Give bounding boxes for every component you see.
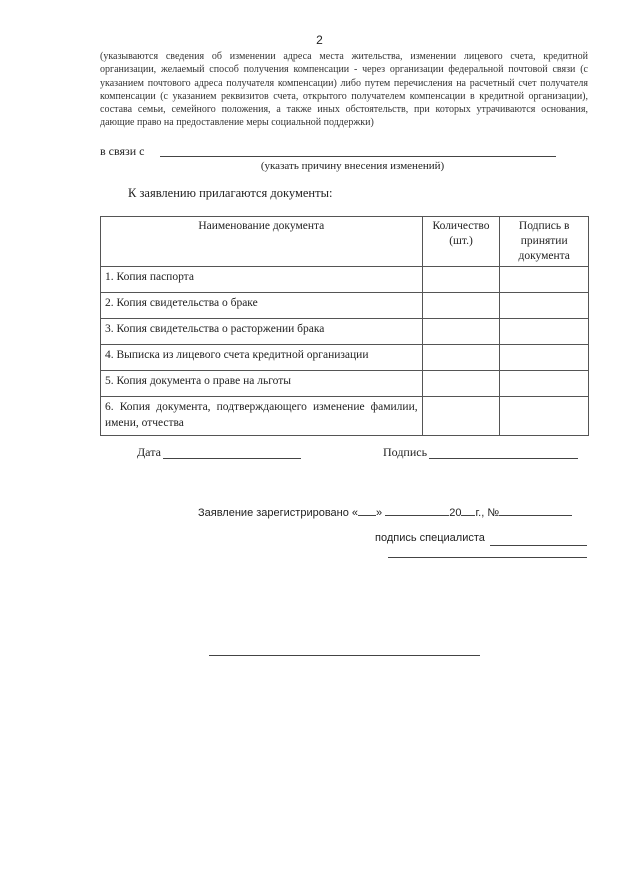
header-quantity: Количество (шт.)	[422, 217, 500, 267]
document-name: 1. Копия паспорта	[101, 267, 423, 293]
signature-cell[interactable]	[500, 345, 589, 371]
reason-label: в связи с	[100, 144, 145, 158]
registration-year-prefix: 20	[449, 507, 462, 519]
table-row	[101, 267, 589, 293]
quantity-cell[interactable]	[422, 397, 500, 436]
signature-cell[interactable]	[500, 267, 589, 293]
document-name: 4. Выписка из лицевого счета кредитной организации	[101, 345, 423, 371]
signature-cell[interactable]	[500, 319, 589, 345]
quantity-cell[interactable]	[422, 267, 500, 293]
signature-cell[interactable]	[500, 293, 589, 319]
specialist-name-line[interactable]	[388, 557, 587, 558]
registration-suffix: г., №	[475, 507, 500, 519]
signature-cell[interactable]	[500, 371, 589, 397]
registration-text: Заявление зарегистрировано «	[198, 507, 359, 519]
bottom-separator-line	[209, 655, 480, 656]
signature-label: Подпись	[383, 445, 428, 459]
date-label: Дата	[137, 445, 161, 459]
table-row	[101, 319, 589, 345]
table-row	[101, 397, 589, 436]
header-signature: Подпись в принятии документа	[500, 217, 589, 267]
document-name: 5. Копия документа о праве на льготы	[101, 371, 423, 397]
registration-number-field[interactable]	[499, 504, 572, 516]
signature-input-line[interactable]	[429, 458, 578, 459]
attached-documents-title: К заявлению прилагаются документы:	[128, 186, 333, 200]
quantity-cell[interactable]	[422, 371, 500, 397]
specialist-signature-line[interactable]	[490, 545, 587, 546]
quantity-cell[interactable]	[422, 345, 500, 371]
document-name: 3. Копия свидетельства о расторжении брака	[101, 319, 423, 345]
registration-year-field[interactable]	[461, 504, 475, 516]
quantity-cell[interactable]	[422, 319, 500, 345]
specialist-signature-label: подпись специалиста	[375, 532, 485, 544]
header-document-name: Наименование документа	[101, 217, 423, 267]
signature-cell[interactable]	[500, 397, 589, 436]
table-row	[101, 293, 589, 319]
page-number: 2	[316, 33, 323, 47]
table-row	[101, 345, 589, 371]
quantity-cell[interactable]	[422, 293, 500, 319]
documents-table	[100, 216, 589, 436]
date-input-line[interactable]	[163, 458, 301, 459]
instruction-note: (указываются сведения об изменении адреса места жительства, изменении лицевого счета, кредитной организации, желаемый способ получения компенсации - через организации федеральной почтовой связи (с указанием почтового адреса получателя компенсации) либо путем перечисления на расчетный счет получателя компенсации (с указанием реквизитов счета, открытого получателем компенсации в кредитной организации), состава семьи, семейного положения, а также иных обстоятельств, при которых утрачиваются основания, дающие право на предоставление меры социальной поддержки)	[100, 51, 588, 129]
table-header-row	[101, 217, 589, 267]
document-name: 2. Копия свидетельства о браке	[101, 293, 423, 319]
registration-close-quote: »	[376, 507, 383, 519]
registration-day-field[interactable]	[358, 504, 376, 516]
registration-line	[198, 504, 572, 519]
reason-hint: (указать причину внесения изменений)	[260, 160, 445, 172]
table-row	[101, 371, 589, 397]
reason-input-line[interactable]	[160, 156, 556, 157]
document-name: 6. Копия документа, подтверждающего изменение фамилии, имени, отчества	[101, 397, 423, 436]
registration-month-field[interactable]	[385, 504, 449, 516]
